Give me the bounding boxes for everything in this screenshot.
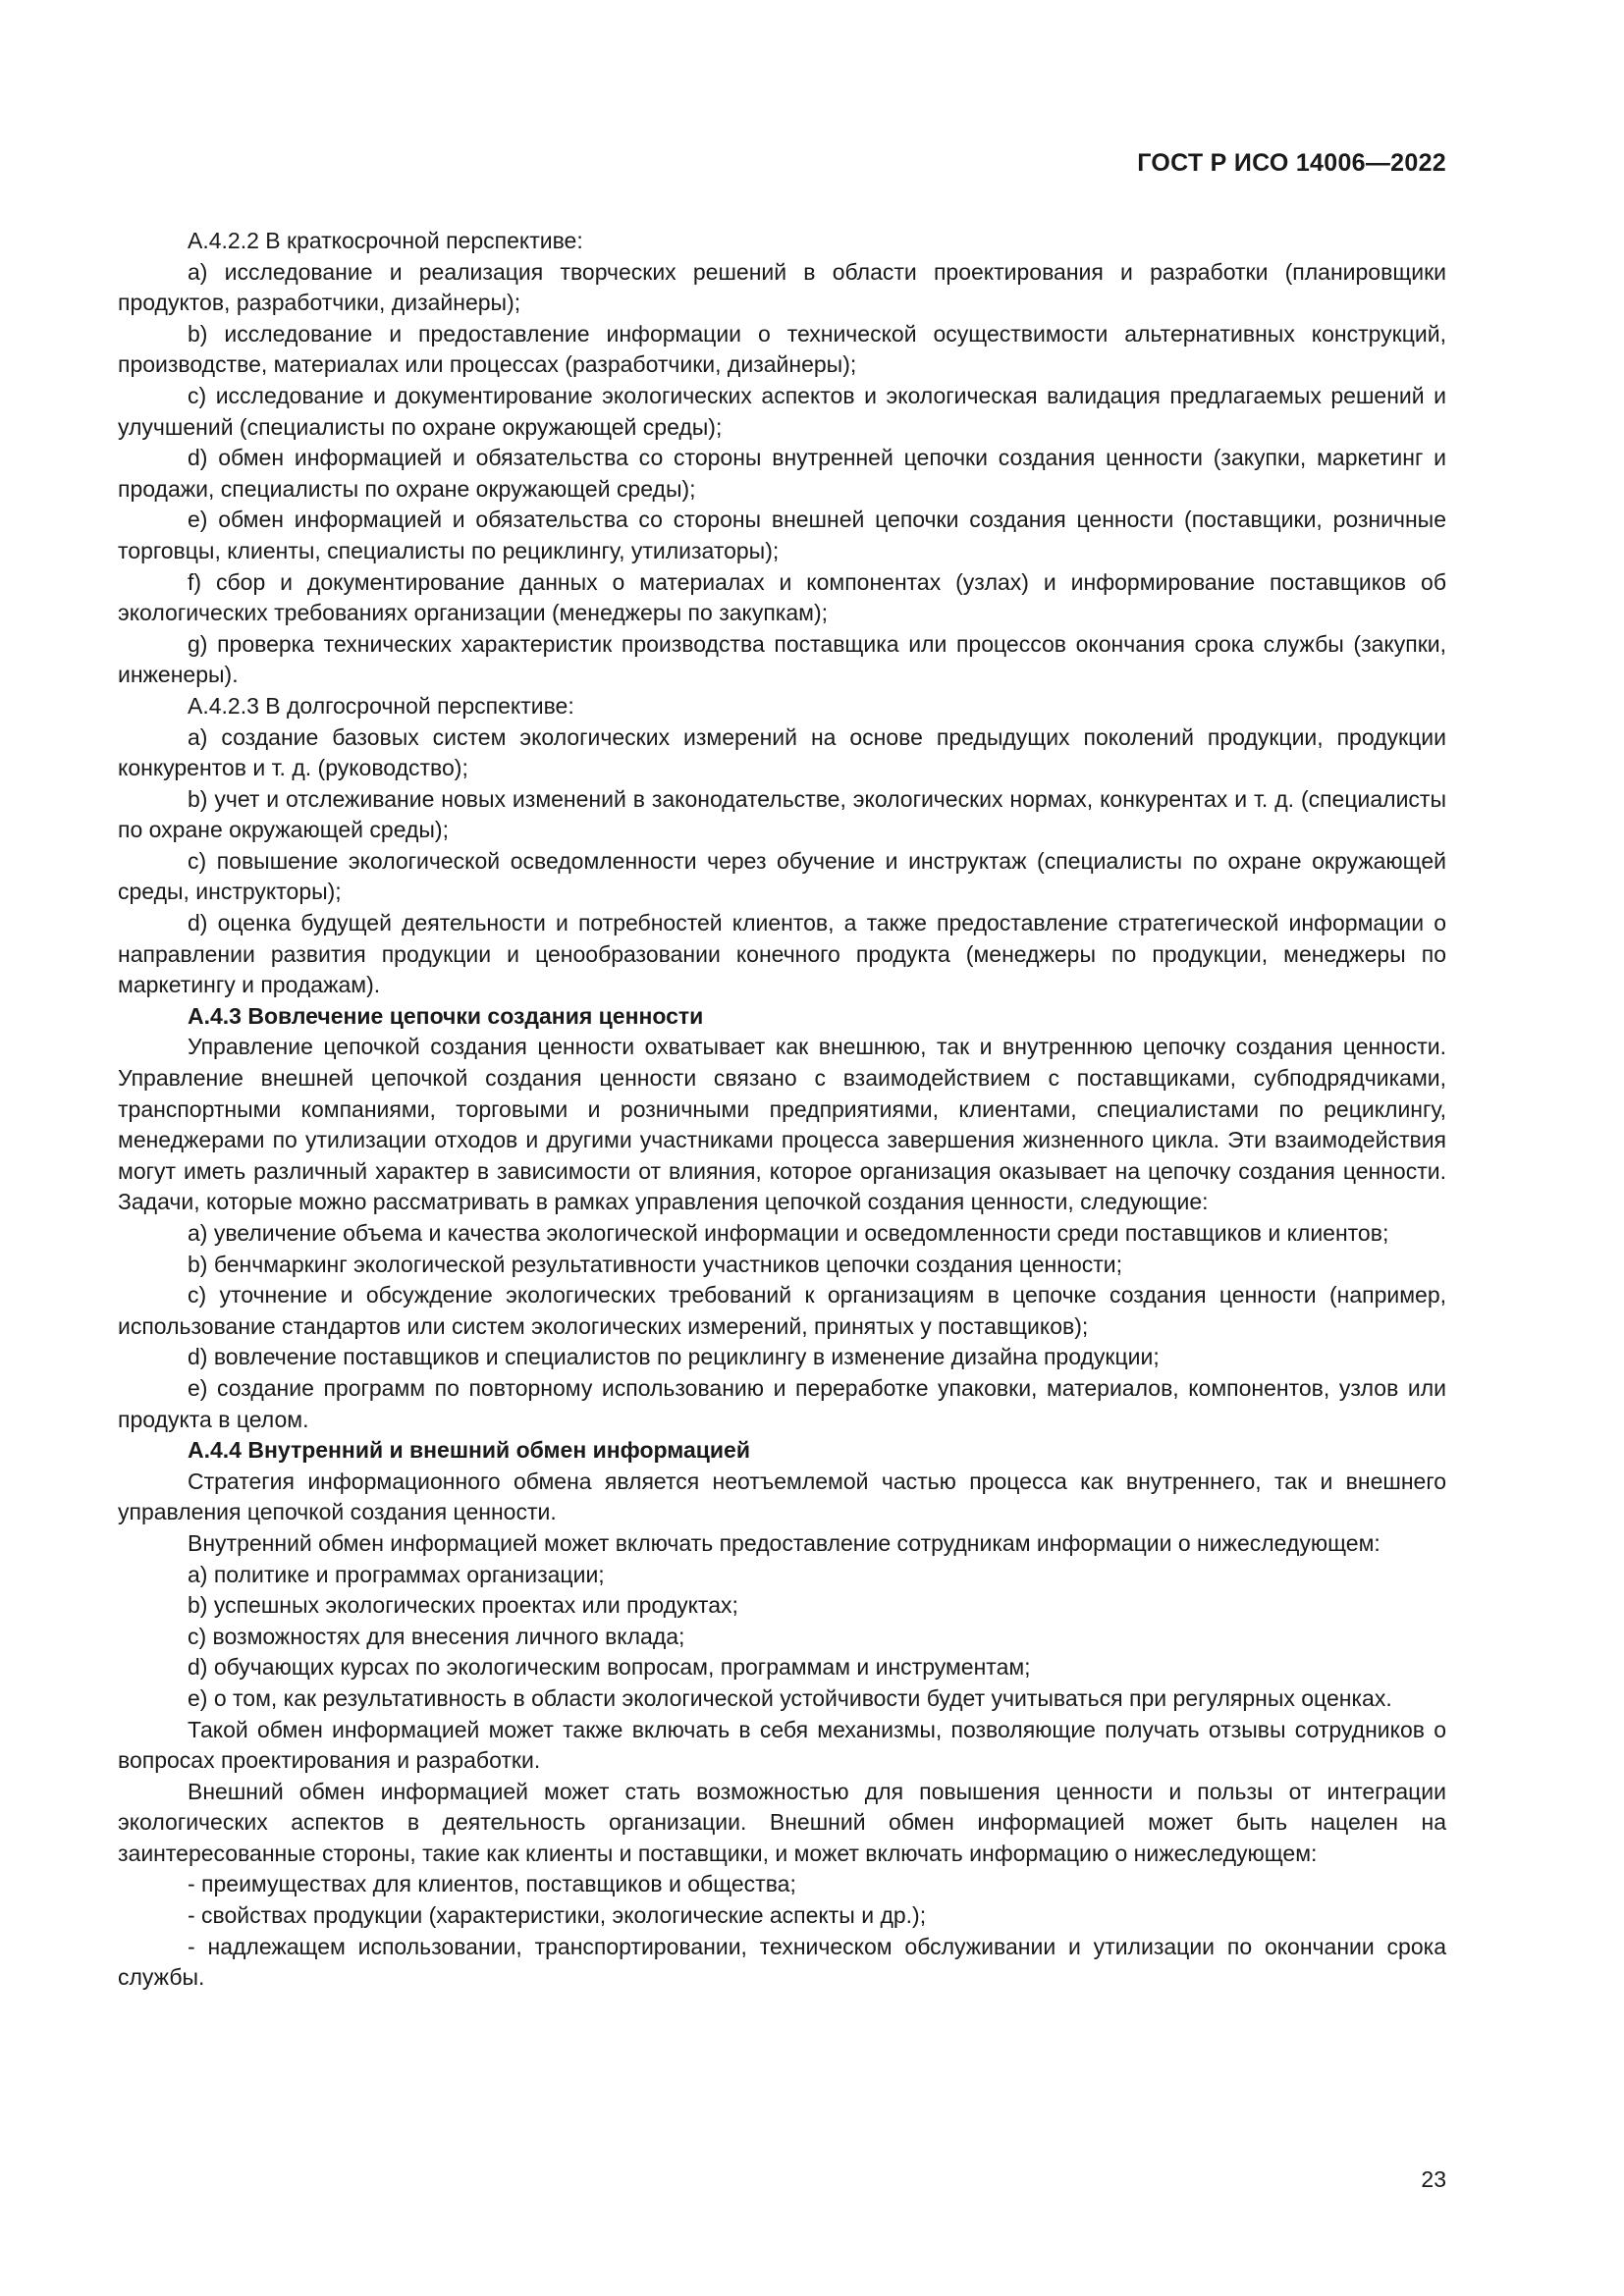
list-item: c) исследование и документирование экологических аспектов и экологическая валидация предлагаемых решений и улучшений (специалисты по охране окружающей среды); <box>118 382 1446 440</box>
dash-list-item: - свойствах продукции (характеристики, экологические аспекты и др.); <box>188 1902 927 1929</box>
body-paragraph: Внутренний обмен информацией может включать предоставление сотрудникам информации о нижеследующем: <box>188 1529 1380 1556</box>
section-heading-a-4-3: А.4.3 Вовлечение цепочки создания ценности <box>188 1002 704 1029</box>
list-item: d) вовлечение поставщиков и специалистов по рециклингу в изменение дизайна продукции; <box>188 1344 1160 1370</box>
list-item: e) создание программ по повторному использованию и переработке упаковки, материалов, компонентов, узлов или продукта в целом. <box>118 1374 1446 1432</box>
list-item: a) создание базовых систем экологических измерений на основе предыдущих поколений продукции, продукции конкурентов и т. д. (руководство); <box>118 723 1446 781</box>
body-paragraph: Стратегия информационного обмена является неотъемлемой частью процесса как внутреннего, так и внешнего управления цепочкой создания ценности. <box>118 1468 1446 1525</box>
list-item: a) увеличение объема и качества экологической информации и осведомленности среди поставщиков и клиентов; <box>188 1220 1389 1246</box>
body-paragraph: Управление цепочкой создания ценности охватывает как внешнюю, так и внутреннюю цепочку создания ценности. Управление внешней цепочкой создания ценности связано с взаимодействием с поставщиками, субподрядчиками, транспортными компаниями, торговыми и розничными предприятиями, клиентами, специалистами по рециклингу, менеджерами по утилизации отходов и другими участниками процесса завершения жизненного цикла. Эти взаимодействия могут иметь различный характер в зависимости от влияния, которое организация оказывает на цепочку создания ценности. Задачи, которые можно рассматривать в рамках управления цепочкой создания ценности, следующие: <box>118 1034 1446 1215</box>
list-item: a) политике и программах организации; <box>188 1561 605 1587</box>
list-item: b) учет и отслеживание новых изменений в законодательстве, экологических нормах, конкурентах и т. д. (специалисты по охране окружающей среды); <box>118 785 1446 843</box>
document-code: ГОСТ Р ИСО 14006—2022 <box>1137 149 1446 177</box>
body-paragraph: Внешний обмен информацией может стать возможностью для повышения ценности и пользы от интеграции экологических аспектов в деятельность организации. Внешний обмен информацией может быть нацелен на заинтересованные стороны, такие как клиенты и поставщики, и может включать информацию о нижеследующем: <box>118 1778 1446 1866</box>
list-item: d) обмен информацией и обязательства со стороны внутренней цепочки создания ценности (закупки, маркетинг и продажи, специалисты по охране окружающей среды); <box>118 445 1446 502</box>
dash-list-item: - преимуществах для клиентов, поставщиков и общества; <box>188 1871 796 1897</box>
dash-list-item: - надлежащем использовании, транспортировании, техническом обслуживании и утилизации по окончании срока службы. <box>118 1933 1446 1991</box>
section-a-4-2-3: А.4.2.3 В долгосрочной перспективе: <box>188 692 574 719</box>
list-item: b) успешных экологических проектах или продуктах; <box>188 1592 738 1619</box>
list-item: b) бенчмаркинг экологической результативности участников цепочки создания ценности; <box>188 1251 1123 1277</box>
list-item: f) сбор и документирование данных о материалах и компонентах (узлах) и информирование поставщиков об экологических требованиях организации (менеджеры по закупкам); <box>118 568 1446 626</box>
list-item: e) о том, как результативность в области экологической устойчивости будет учитываться при регулярных оценках. <box>188 1684 1392 1711</box>
section-a-4-2-2: А.4.2.2 В краткосрочной перспективе: <box>188 228 583 253</box>
list-item: c) возможностях для внесения личного вклада; <box>188 1623 685 1649</box>
page-number: 23 <box>1421 2166 1446 2192</box>
list-item: g) проверка технических характеристик производства поставщика или процессов окончания срока службы (закупки, инженеры). <box>118 630 1446 688</box>
list-item: e) обмен информацией и обязательства со стороны внешней цепочки создания ценности (поставщики, розничные торговцы, клиенты, специалисты по рециклингу, утилизаторы); <box>118 507 1446 563</box>
list-item: d) оценка будущей деятельности и потребностей клиентов, а также предоставление стратегической информации о направлении развития продукции и ценообразовании конечного продукта (менеджеры по продукции, менеджеры по маркетингу и продажам). <box>118 910 1446 998</box>
section-heading-a-4-4: А.4.4 Внутренний и внешний обмен информацией <box>188 1437 750 1464</box>
body-paragraph: Такой обмен информацией может также включать в себя механизмы, позволяющие получать отзывы сотрудников о вопросах проектирования и разработки. <box>118 1716 1446 1774</box>
list-item: d) обучающих курсах по экологическим вопросам, программам и инструментам; <box>188 1654 1031 1681</box>
list-item: b) исследование и предоставление информации о технической осуществимости альтернативных конструкций, производстве, материалах или процессах (разработчики, дизайнеры); <box>118 320 1446 378</box>
list-item: c) уточнение и обсуждение экологических требований к организациям в цепочке создания ценности (например, использование стандартов или систем экологических измерений, принятых у поставщиков); <box>118 1282 1446 1339</box>
list-item: c) повышение экологической осведомленности через обучение и инструктаж (специалисты по охране окружающей среды, инструкторы); <box>118 847 1446 905</box>
document-body <box>118 226 1446 1994</box>
list-item: a) исследование и реализация творческих решений в области проектирования и разработки (планировщики продуктов, разработчики, дизайнеры); <box>118 258 1446 316</box>
